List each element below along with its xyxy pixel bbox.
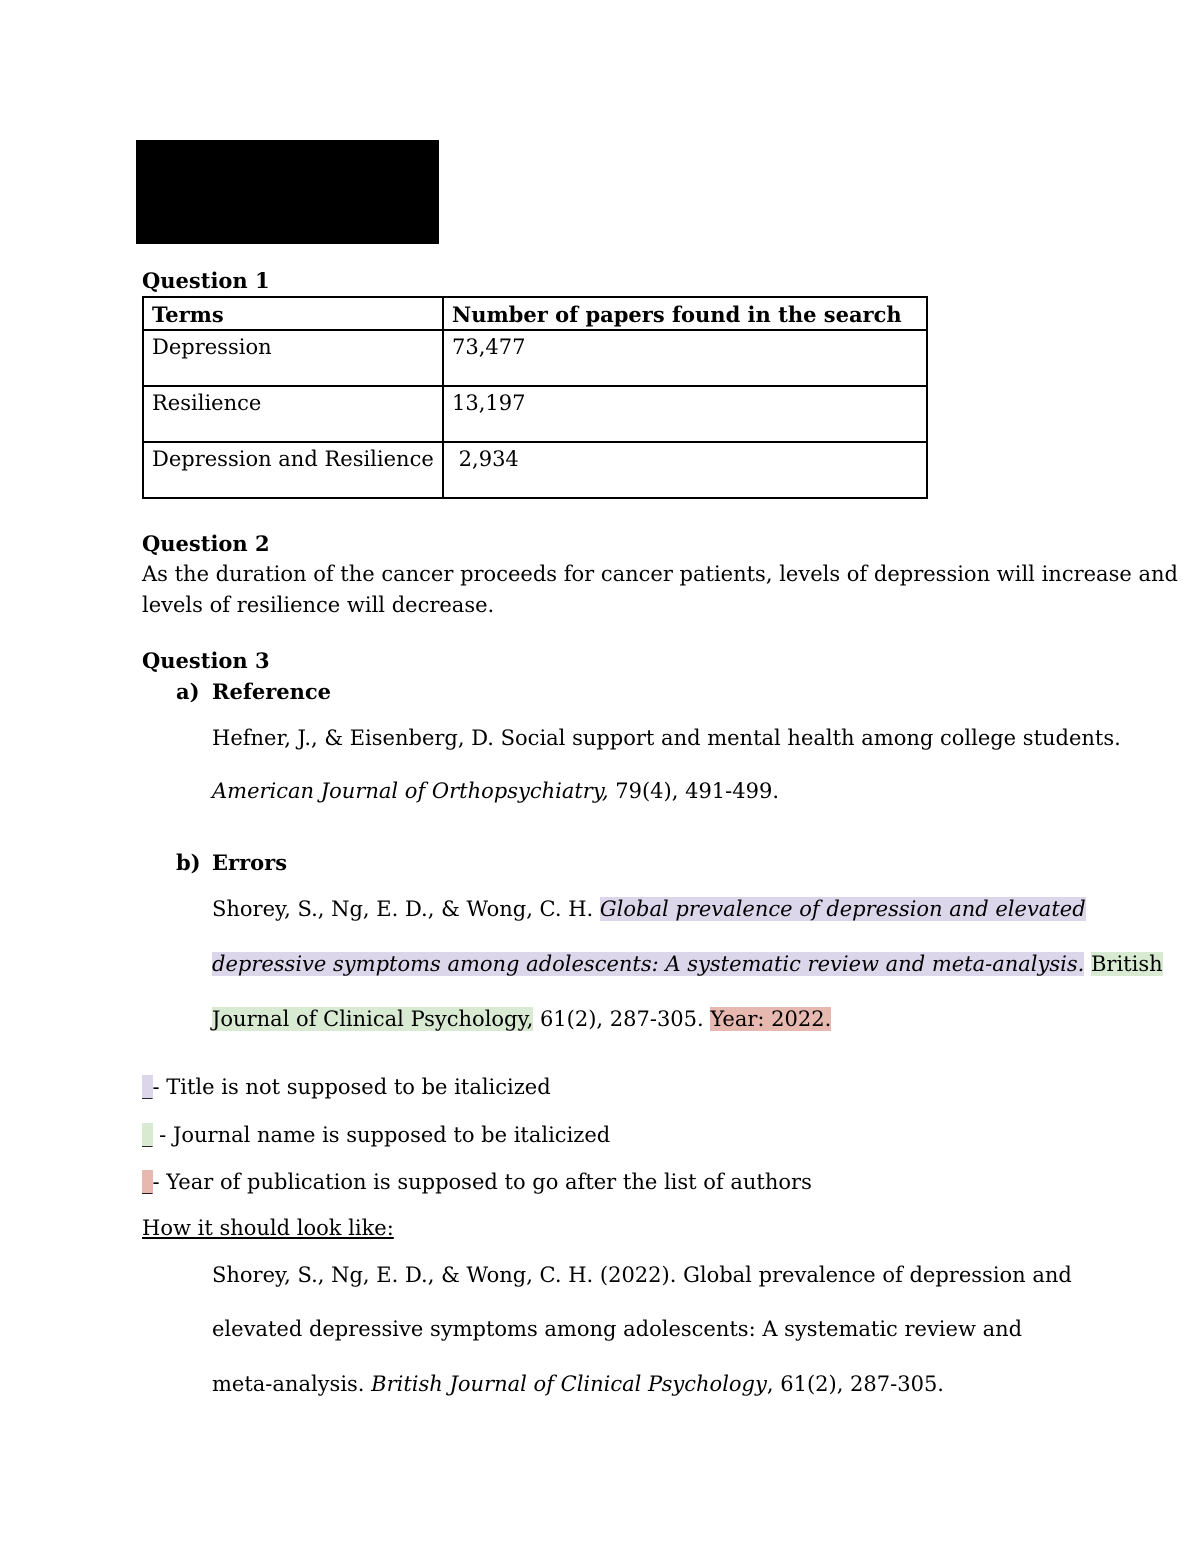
- header-paper-count: Number of papers found in the search: [443, 297, 927, 330]
- table-row: [143, 386, 927, 442]
- legend-item-title: [142, 1075, 551, 1099]
- count-cell: 13,197: [443, 386, 927, 442]
- legend-journal-text: - Journal name is supposed to be italicized: [152, 1123, 611, 1147]
- error-citation-line-2: [212, 952, 1163, 976]
- correct-citation-line-3: [212, 1372, 944, 1396]
- question-3-heading: Question 3: [142, 648, 270, 673]
- table-row: [143, 330, 927, 386]
- header-terms: Terms: [143, 297, 443, 330]
- correct-journal: British Journal of Clinical Psychology: [371, 1372, 767, 1396]
- term-cell: Resilience: [143, 386, 443, 442]
- red-swatch: _: [142, 1170, 153, 1194]
- error-volume-pages: 61(2), 287-305.: [533, 1007, 711, 1031]
- term-cell: Depression and Resilience: [143, 442, 443, 498]
- reference-line-1: Hefner, J., & Eisenberg, D. Social support and mental health among college students.: [212, 726, 1121, 750]
- error-citation-line-1: [212, 897, 1086, 921]
- count-cell: 73,477: [443, 330, 927, 386]
- question-1-heading: Question 1: [142, 268, 270, 293]
- reference-label: Reference: [212, 679, 332, 704]
- question-2-heading: Question 2: [142, 531, 270, 556]
- errors-label: Errors: [212, 850, 288, 875]
- correct-line-3-end: , 61(2), 287-305.: [766, 1372, 944, 1396]
- count-cell: 2,934: [443, 442, 927, 498]
- error-citation-line-3: [212, 1007, 831, 1031]
- correct-citation-line-2: elevated depressive symptoms among adolescents: A systematic review and: [212, 1317, 1023, 1341]
- reference-journal: American Journal of Orthopsychiatry,: [212, 779, 609, 803]
- reference-volume-pages: 79(4), 491-499.: [608, 779, 780, 803]
- error-journal-part-2: Journal of Clinical Psychology,: [212, 1007, 534, 1031]
- error-authors: Shorey, S., Ng, E. D., & Wong, C. H.: [212, 897, 600, 921]
- green-swatch: _: [142, 1123, 153, 1147]
- correct-line-3-start: meta-analysis.: [212, 1372, 372, 1396]
- legend-item-journal: [142, 1123, 610, 1147]
- table-row: [143, 442, 927, 498]
- purple-swatch: _: [142, 1075, 153, 1099]
- legend-item-year: [142, 1170, 812, 1194]
- reference-line-2: [212, 779, 779, 803]
- legend-year-text: - Year of publication is supposed to go after the list of authors: [152, 1170, 812, 1194]
- hypothesis-line-1: As the duration of the cancer proceeds for cancer patients, levels of depression will increase and: [142, 562, 1178, 586]
- error-year: Year: 2022.: [710, 1007, 832, 1031]
- error-title-part-1: Global prevalence of depression and elevated: [599, 897, 1086, 921]
- table-header-row: [143, 297, 927, 330]
- hypothesis-line-2: levels of resilience will decrease.: [142, 593, 495, 617]
- correct-format-heading: How it should look like:: [142, 1216, 394, 1240]
- list-marker-a: a): [176, 679, 200, 704]
- list-marker-b: b): [176, 850, 201, 875]
- error-title-part-2: depressive symptoms among adolescents: A systematic review and meta-analysis.: [212, 952, 1085, 976]
- correct-citation-line-1: Shorey, S., Ng, E. D., & Wong, C. H. (2022). Global prevalence of depression and: [212, 1263, 1072, 1287]
- legend-title-text: - Title is not supposed to be italicized: [152, 1075, 551, 1099]
- term-cell: Depression: [143, 330, 443, 386]
- error-journal-part-1: British: [1091, 952, 1163, 976]
- search-results-table: [142, 296, 928, 499]
- redacted-name-block: [136, 140, 439, 244]
